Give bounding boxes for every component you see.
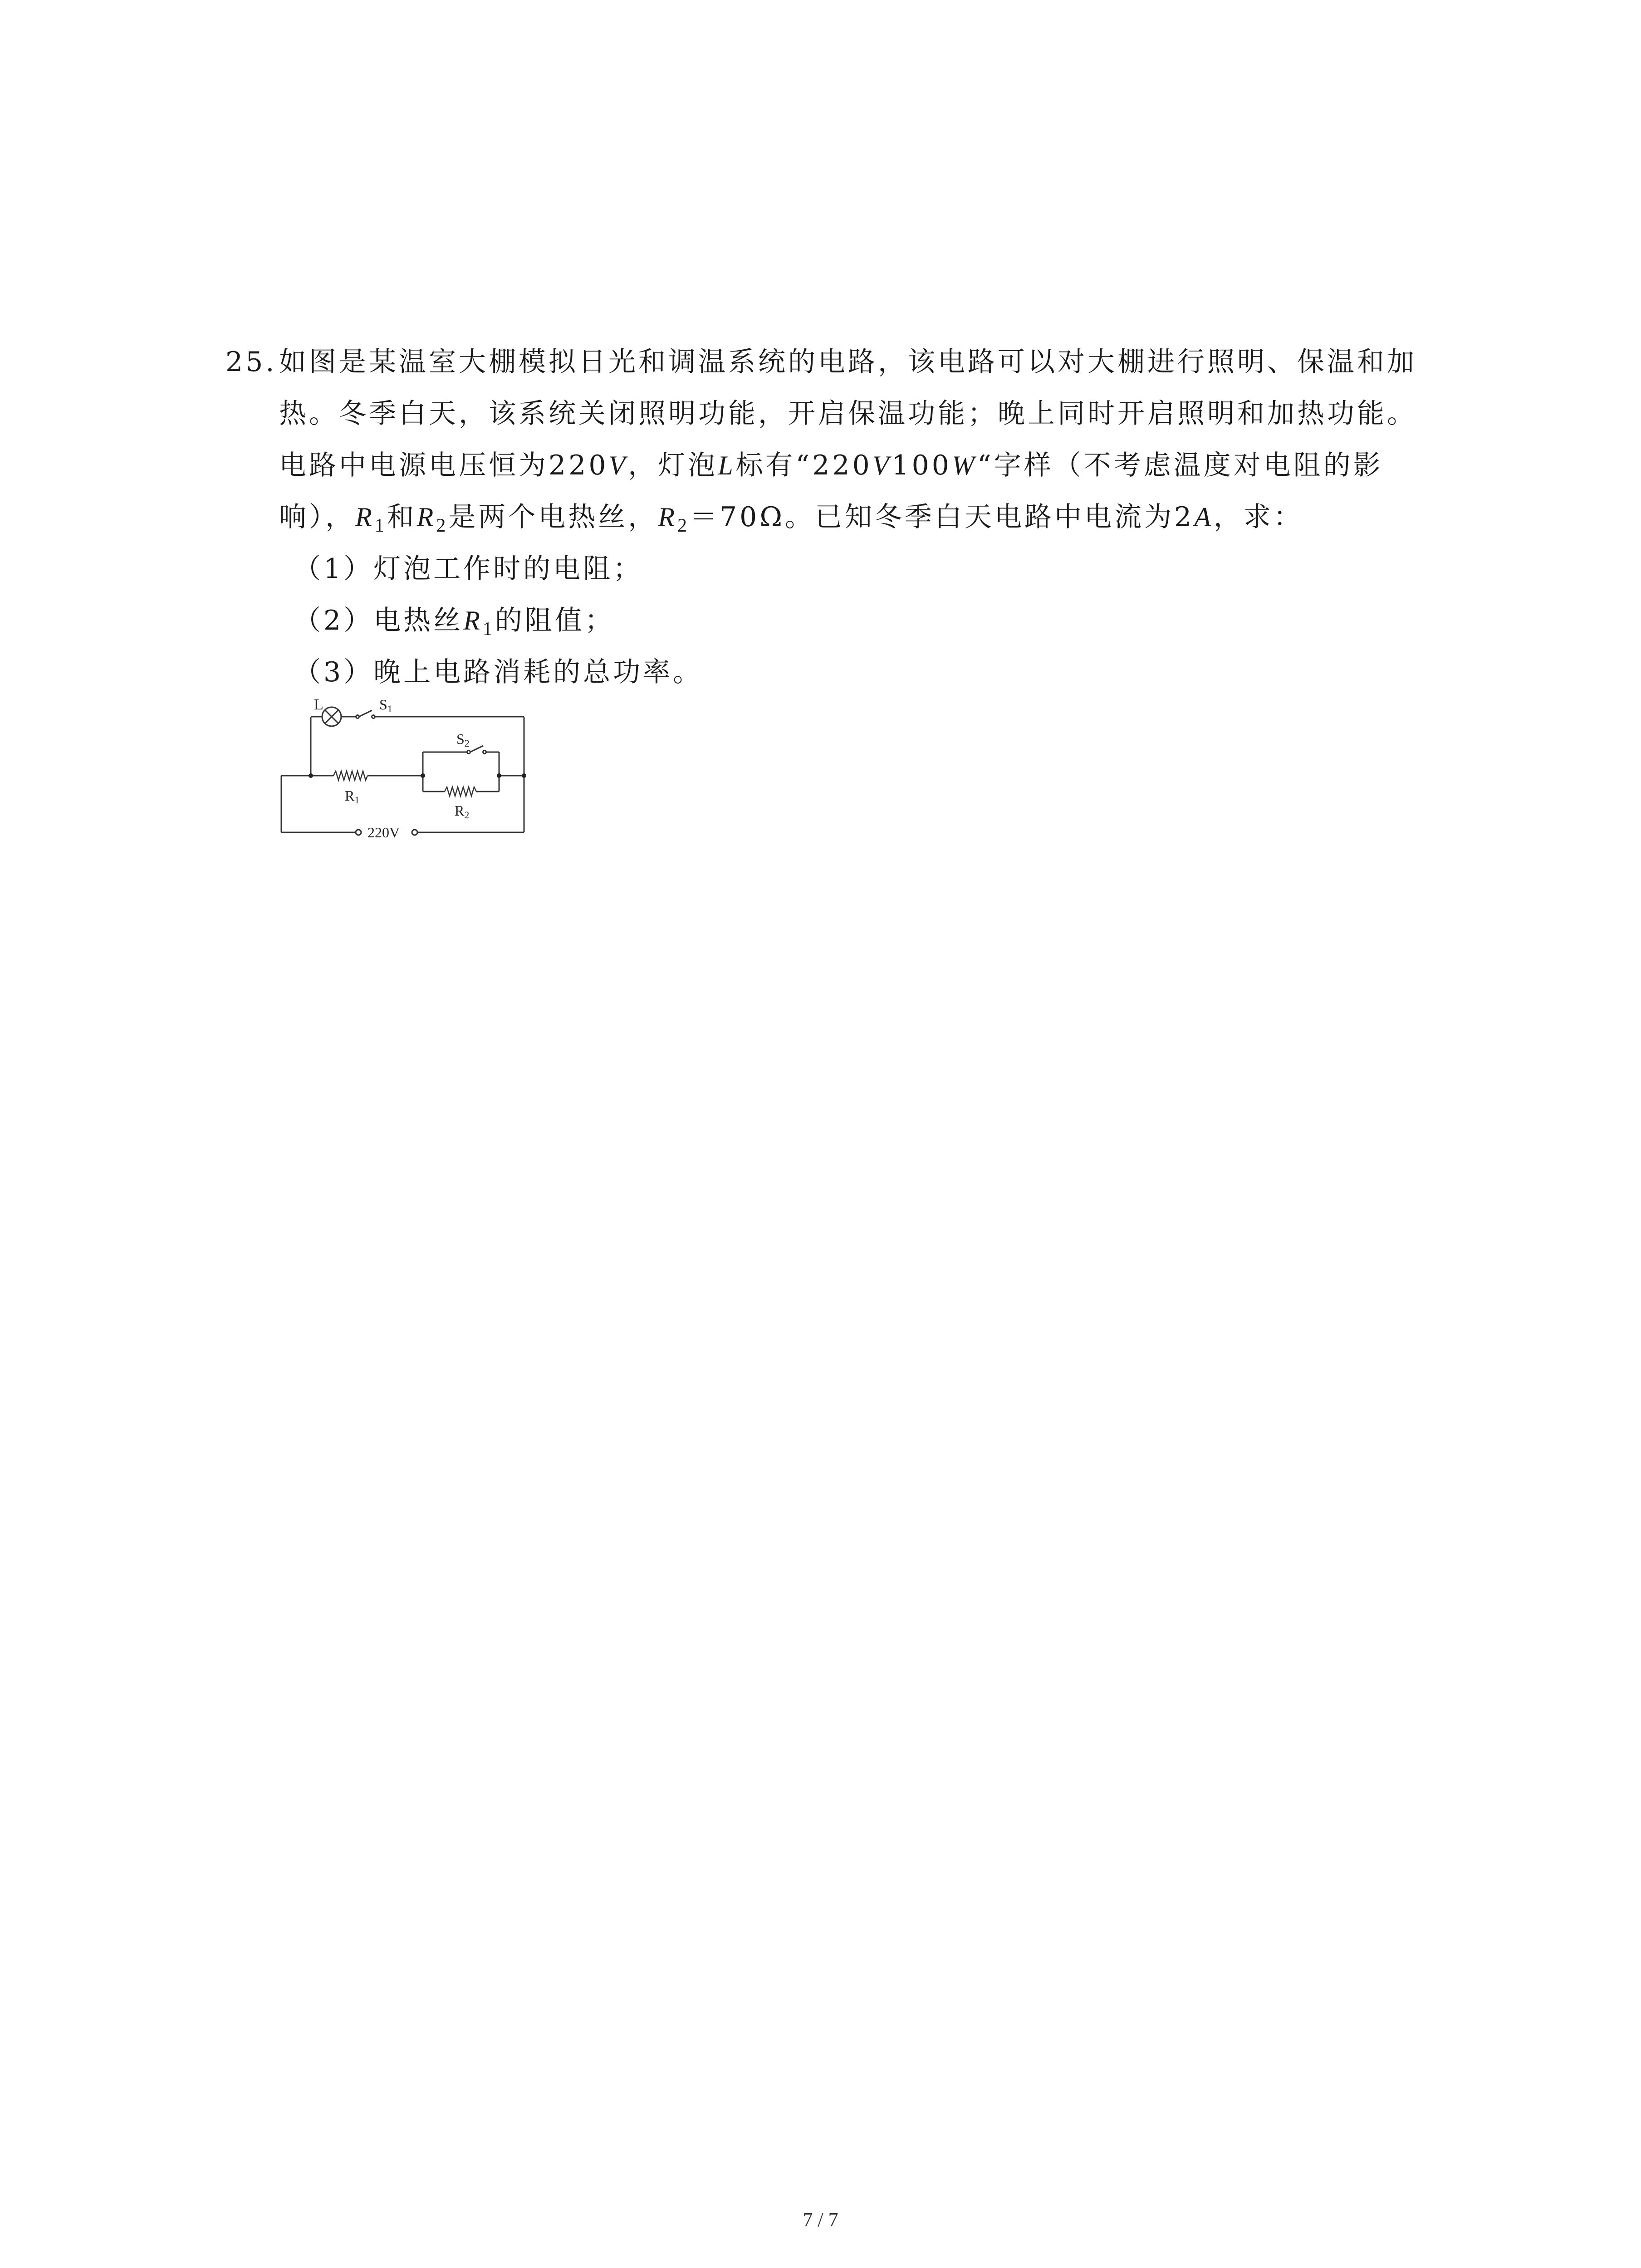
r2-symbol: $R_2$ [658,502,690,536]
junction-dot [522,773,526,778]
text-segment: 100 [892,450,952,481]
text-segment: 电路中电源电压恒为220 [279,450,609,481]
source-terminal [412,830,417,835]
lamp-symbol: L [718,450,736,480]
text-segment: ，求： [1213,501,1303,533]
r2-label: R2 [455,802,470,821]
lamp-label: L [314,696,323,713]
sub-question-2 [225,605,1450,640]
s1-terminal [356,715,359,719]
r1-resistor [333,771,367,780]
s2-terminal [483,751,486,754]
r2-resistor [445,787,476,796]
r1-symbol: $R_1$ [355,502,387,536]
s2-label: S2 [456,731,470,749]
text-segment: 是两个电热丝， [448,501,658,533]
source-label: 220V [367,824,400,841]
s2-terminal [467,751,470,754]
unit-symbol: W [951,450,977,480]
r1-symbol: $R_1$ [463,606,495,640]
junction-dot [497,773,501,778]
page-number: 7 / 7 [803,2209,838,2231]
text-segment: ＝70Ω。已知冬季白天电路中电流为2 [689,501,1195,533]
question-text-1: 如图是某温室大棚模拟日光和调温系统的电路，该电路可以对大棚进行照明、保温和加 [279,346,1417,378]
text-segment: 的阻值； [495,605,615,636]
question-line-4 [225,501,1450,536]
s1-switch-blade [359,710,372,717]
text-segment: 标有“220 [735,450,872,481]
question-line-3 [225,452,1450,479]
text-segment: ，灯泡 [628,450,718,481]
sub-question-3: （3）晚上电路消耗的总功率。 [294,656,703,688]
r1-label: R1 [345,787,360,806]
s1-label: S1 [379,696,392,714]
s1-terminal [372,715,375,719]
question-line-1 [225,348,1450,376]
unit-symbol: A [1194,502,1214,532]
text-segment: “字样（不考虑温度对电阻的影 [977,450,1383,481]
junction-dot [309,773,313,778]
text-segment: 和 [387,501,417,533]
unit-symbol: V [608,450,628,480]
question-line-2: 热。冬季白天，该系统关闭照明功能，开启保温功能；晚上同时开启照明和加热功能。 [279,398,1417,430]
question-25 [225,348,1450,710]
unit-symbol: V [872,450,892,480]
s2-switch-blade [470,746,483,752]
question-number: 25. [225,346,277,378]
sub-question-1: （1）灯泡工作时的电阻； [294,553,643,585]
text-segment: （2）电热丝 [294,605,464,636]
r2-symbol: $R_2$ [416,502,449,536]
junction-dot [421,773,425,778]
text-segment: 响）， [279,501,355,533]
source-terminal [356,830,361,835]
circuit-diagram [277,689,540,848]
